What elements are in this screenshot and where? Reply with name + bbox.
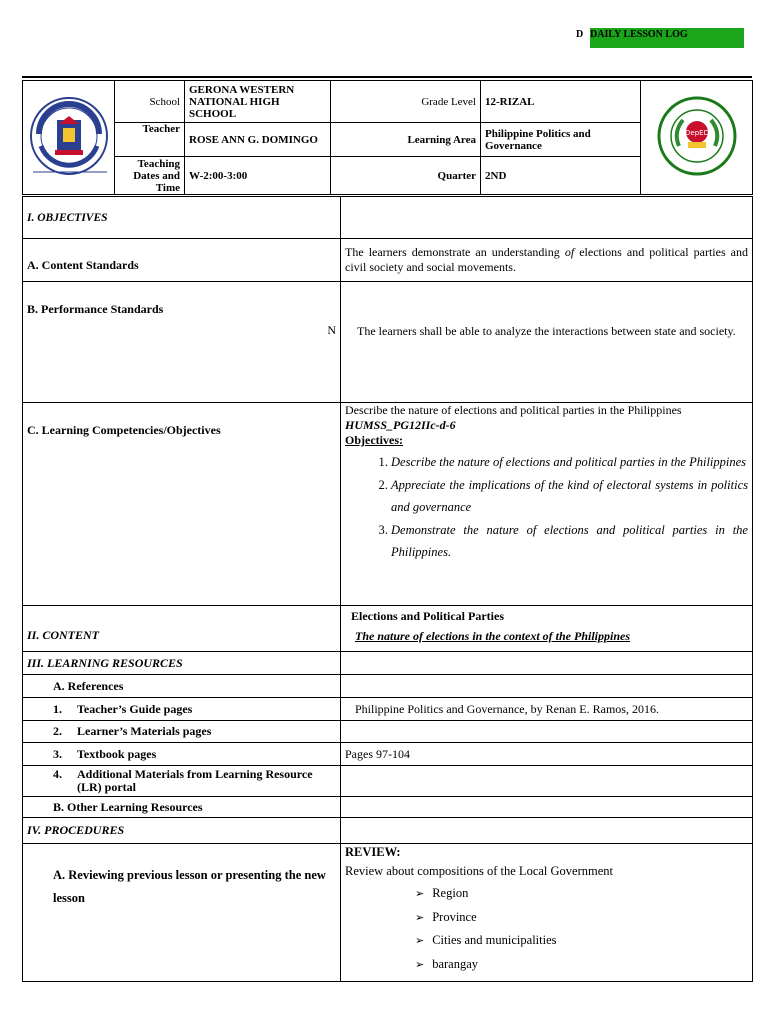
objectives-heading: I. OBJECTIVES bbox=[23, 197, 341, 239]
resource-value: Pages 97-104 bbox=[341, 743, 753, 766]
banner-prefix: D bbox=[576, 29, 584, 40]
review-text: Review about compositions of the Local Government bbox=[345, 864, 613, 878]
school-seal-icon bbox=[655, 94, 739, 178]
performance-marker: N bbox=[327, 323, 336, 337]
resource-row-3 bbox=[23, 743, 341, 766]
review-item: ➢ Region bbox=[415, 882, 748, 906]
objectives-list bbox=[345, 451, 748, 564]
references-label: A. References bbox=[23, 675, 341, 698]
competencies-value bbox=[341, 403, 753, 606]
resource-row-1 bbox=[23, 698, 341, 721]
review-heading: REVIEW: bbox=[345, 845, 401, 859]
resource-label: Textbook pages bbox=[77, 746, 157, 761]
resource-value bbox=[341, 766, 753, 797]
objectives-empty bbox=[341, 197, 753, 239]
content-subtitle: The nature of elections in the context of the Philippines bbox=[355, 629, 631, 643]
resource-row-2 bbox=[23, 721, 341, 743]
area-label: Learning Area bbox=[331, 123, 481, 157]
school-seal-center-text: DepED bbox=[684, 129, 709, 137]
other-resources-label: B. Other Learning Resources bbox=[23, 797, 341, 818]
content-standards-value bbox=[341, 239, 753, 282]
area-value: Philippine Politics and Governance bbox=[481, 123, 641, 157]
teacher-label: Teacher bbox=[115, 123, 185, 157]
performance-standards-cell bbox=[23, 282, 341, 403]
other-resources-empty bbox=[341, 797, 753, 818]
deped-seal bbox=[23, 81, 115, 195]
banner bbox=[576, 28, 744, 48]
resource-label: Learner’s Materials pages bbox=[77, 724, 212, 738]
review-value bbox=[341, 844, 753, 982]
performance-text: The learners shall be able to analyze the interactions between state and society. bbox=[357, 324, 736, 338]
top-rule bbox=[22, 76, 752, 78]
resource-num: 4. bbox=[53, 767, 62, 781]
objective-item: 2. Appreciate the implications of the kind of electoral systems in politics and governance bbox=[391, 474, 748, 519]
procedures-empty bbox=[341, 818, 753, 844]
review-item: ➢ barangay bbox=[415, 953, 748, 977]
resources-heading: III. LEARNING RESOURCES bbox=[23, 652, 341, 675]
grade-label: Grade Level bbox=[331, 81, 481, 123]
content-standards-of: of bbox=[564, 245, 575, 259]
banner-title: DAILY LESSON LOG bbox=[590, 29, 688, 40]
competency-code: HUMSS_PG12IIc-d-6 bbox=[345, 418, 456, 432]
content-value bbox=[341, 606, 753, 652]
resource-num: 1. bbox=[53, 701, 62, 716]
resources-empty bbox=[341, 652, 753, 675]
content-standards-text-a: The learners demonstrate an understanding bbox=[345, 245, 560, 259]
objective-item: 3. Demonstrate the nature of elections and political parties in the Philippines. bbox=[391, 519, 748, 564]
school-value: GERONA WESTERN NATIONAL HIGH SCHOOL bbox=[185, 81, 331, 123]
dates-label: Teaching Dates and Time bbox=[115, 157, 185, 195]
resource-row-4 bbox=[23, 766, 341, 797]
review-list bbox=[345, 882, 748, 976]
content-standards-label: A. Content Standards bbox=[23, 239, 341, 282]
performance-standards-label: B. Performance Standards bbox=[27, 302, 164, 316]
resource-value bbox=[341, 721, 753, 743]
header-table bbox=[22, 80, 753, 195]
competencies-label: C. Learning Competencies/Objectives bbox=[23, 403, 341, 606]
dates-value: W-2:00-3:00 bbox=[185, 157, 331, 195]
competency-description: Describe the nature of elections and political parties in the Philippines bbox=[345, 403, 682, 417]
resource-label: Additional Materials from Learning Resource (LR) portal bbox=[77, 767, 313, 794]
resource-num: 2. bbox=[53, 724, 62, 738]
quarter-label: Quarter bbox=[331, 157, 481, 195]
deped-seal-icon bbox=[27, 94, 111, 178]
resource-value: Philippine Politics and Governance, by Renan E. Ramos, 2016. bbox=[341, 698, 753, 721]
review-item: ➢ Province bbox=[415, 906, 748, 930]
school-label: School bbox=[115, 81, 185, 123]
resource-label: Teacher’s Guide pages bbox=[77, 701, 193, 716]
procedures-heading: IV. PROCEDURES bbox=[23, 818, 341, 844]
quarter-value: 2ND bbox=[481, 157, 641, 195]
grade-value: 12-RIZAL bbox=[481, 81, 641, 123]
review-label: A. Reviewing previous lesson or presenting the new lesson bbox=[23, 844, 341, 982]
school-seal bbox=[641, 81, 753, 195]
performance-standards-value bbox=[341, 282, 753, 403]
objectives-subheading: Objectives: bbox=[345, 433, 403, 447]
review-item: ➢ Cities and municipalities bbox=[415, 929, 748, 953]
banner-title-box bbox=[590, 28, 744, 48]
content-heading: II. CONTENT bbox=[23, 606, 341, 652]
content-title: Elections and Political Parties bbox=[351, 609, 504, 623]
resource-num: 3. bbox=[53, 746, 62, 761]
teacher-value: ROSE ANN G. DOMINGO bbox=[185, 123, 331, 157]
content-standards-text-b: elections and political parties and civil society and social movements. bbox=[345, 245, 748, 274]
lesson-table bbox=[22, 196, 753, 982]
objective-item: 1. Describe the nature of elections and political parties in the Philippines bbox=[391, 451, 748, 474]
references-empty bbox=[341, 675, 753, 698]
